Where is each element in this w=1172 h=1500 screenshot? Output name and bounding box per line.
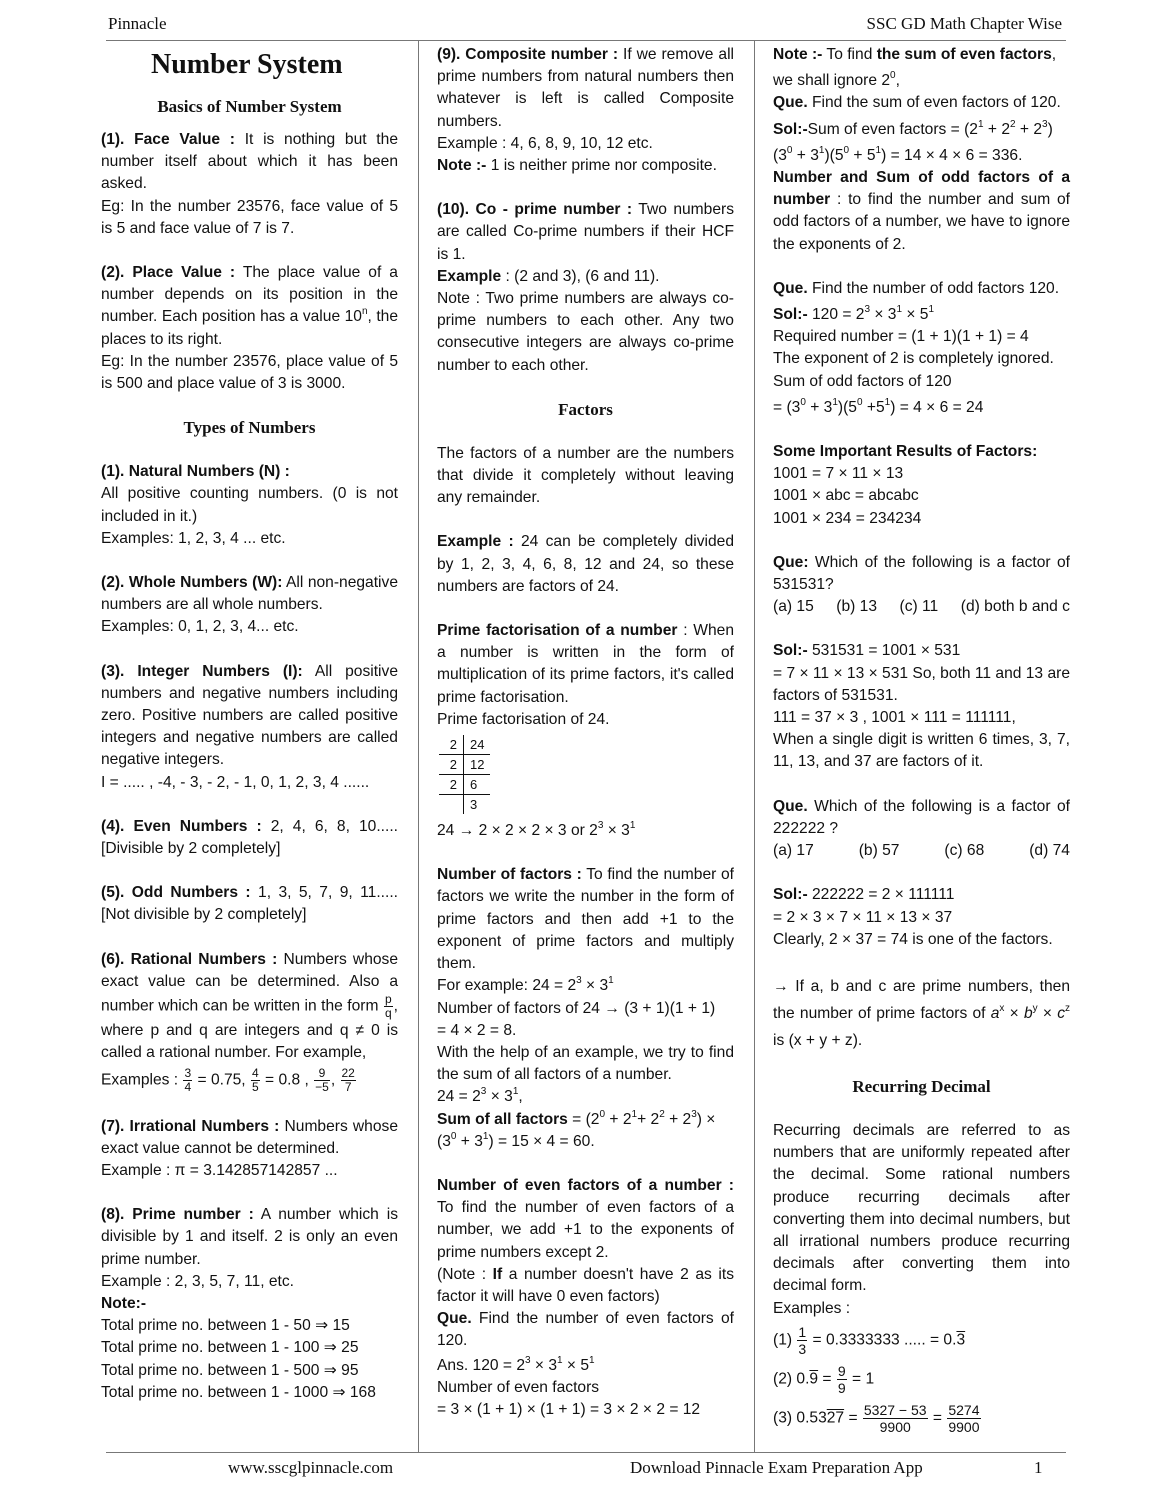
header-right: SSC GD Math Chapter Wise (866, 14, 1062, 33)
natural-heading: (1). Natural Numbers (N) : (101, 463, 290, 481)
prime-total-500: Total prime no. between 1 - 500 ⇒ 95 (101, 1361, 359, 1379)
face-value: (1). Face Value : It is nothing but the number itself about which it has been asked. (101, 131, 398, 193)
question-4-options: (a) 17 (b) 57 (c) 68 (d) 74 (773, 842, 1070, 860)
solution-4: Sol:- 222222 = 2 × 111111 (773, 886, 955, 904)
solution-3: Sol:- 531531 = 1001 × 531 (773, 642, 961, 660)
even-factors-line2: = 3 × (1 + 1) × (1 + 1) = 3 × 2 × 2 = 12 (437, 1400, 701, 1418)
important-result-2: 1001 × abc = abcabc (773, 487, 919, 505)
even-sum-note-2: we shall ignore $2^0$, (773, 70, 900, 90)
recurring-examples-label: Examples : (773, 1299, 851, 1317)
whole-example: Examples: 0, 1, 2, 3, 4... etc. (101, 618, 299, 636)
factorisation-table: 2 24 2 12 2 6 3 (439, 735, 490, 814)
even-factors-note: (Note : If a number doesn't have 2 as its factor it will have 0 even factors) (437, 1265, 734, 1305)
factors-definition: The factors of a number are the numbers that divide it completely without leaving any remainder. (437, 444, 734, 507)
header-left: Pinnacle (108, 14, 167, 33)
prime-note: Note:- (101, 1294, 147, 1312)
whole-numbers: (2). Whole Numbers (W): All non-negative numbers are all whole numbers. (101, 574, 398, 614)
prime-factors-rule: → If a, b and c are prime numbers, then the number of prime factors of $a^x \times b^y \times c^z$ is (x + y + z). (773, 977, 1070, 1049)
sum-24: $24 = 2^3 \times 3^1$, (437, 1086, 523, 1106)
composite-example: Example : 4, 6, 8, 9, 10, 12 etc. (437, 134, 653, 152)
solution-4-line3: Clearly, 2 × 37 = 74 is one of the factors. (773, 930, 1053, 948)
odd-numbers: (5). Odd Numbers : 1, 3, 5, 7, 9, 11..... [Not divisible by 2 completely] (101, 884, 398, 924)
integer-example: I = ..... , -4, - 3, - 2, - 1, 0, 1, 2, 3, 4 ...... (101, 773, 370, 791)
solution-1: Sol:-Sum of even factors = $(2^1 + 2^2 + 2^3)$ (773, 118, 1053, 138)
number-of-factors: Number of factors : To find the number of factors we write the number in the form of prime factors and then add +1 to the exponent of prime factors and multiply them. (437, 866, 734, 973)
solution-1-line2: $(3^0 + 3^1)(5^0 + 5^1) = 14 \times 4 \times 6 = 336$. (773, 144, 1023, 164)
even-sum-note: Note :- To find the sum of even factors, (773, 46, 1057, 63)
important-results-heading: Some Important Results of Factors: (773, 443, 1038, 461)
top-rule (106, 40, 1066, 41)
column-1 (101, 44, 398, 1404)
even-factors-line1: Number of even factors (437, 1378, 600, 1396)
rational-examples: Examples : $\frac{3}{4}$ = 0.75, $\frac{4}{5}$ = 0.8 , $\frac{9}{-5}$ , $\frac{22}{7}$ (101, 1065, 355, 1094)
solution-2-line2: Required number = (1 + 1)(1 + 1) = 4 (773, 328, 1029, 346)
odd-factors: Number and Sum of odd factors of a number : to find the number and sum of odd factors of a number, we have to ignore the exponents of 2. (773, 169, 1070, 253)
solution-4-line2: = 2 × 3 × 7 × 11 × 13 × 37 (773, 908, 953, 926)
number-of-factors-calc-1: Number of factors of 24 → (3 + 1)(1 + 1) (437, 999, 716, 1017)
recurring-example-2: (2) 0.9 = $\frac{9}{9}$ = 1 (773, 1362, 875, 1396)
natural-text: All positive counting numbers. (0 is not included in it.) (101, 485, 398, 525)
composite-number: (9). Composite number : If we remove all prime numbers from natural numbers then whatever is left is called Composite numbers. (437, 46, 734, 130)
coprime-note: Note : Two prime numbers are always co-prime numbers to each other. Any two consecutive integers are always co-prime number to each other. (437, 290, 734, 374)
prime-total-1000: Total prime no. between 1 - 1000 ⇒ 168 (101, 1383, 376, 1401)
place-value-example: Eg: In the number 23576, place value of 5 is 500 and place value of 3 is 3000. (101, 352, 398, 393)
bottom-rule (106, 1452, 1066, 1453)
solution-3-line2: = 7 × 11 × 13 × 531 So, both 11 and 13 are factors of 531531. (773, 664, 1070, 704)
column-2 (437, 44, 734, 1421)
solution-3-line4: When a single digit is written 6 times, 3, 7, 11, 13, and 37 are factors of it. (773, 731, 1070, 771)
even-factors-question: Que. Find the number of even factors of 120. (437, 1310, 734, 1350)
question-3-options: (a) 15 (b) 13 (c) 11 (d) both b and c (773, 598, 1070, 616)
prime-total-100: Total prime no. between 1 - 100 ⇒ 25 (101, 1339, 359, 1357)
number-of-factors-example: For example: $24 = 2^3 \times 3^1$ (437, 975, 614, 995)
factors-example: Example : 24 can be completely divided by 1, 2, 3, 4, 6, 8, 12 and 24, so these numbers are factors of 24. (437, 533, 734, 595)
solution-2-line3: The exponent of 2 is completely ignored. (773, 350, 1054, 368)
important-result-3: 1001 × 234 = 234234 (773, 509, 922, 527)
question-3: Que: Which of the following is a factor of 531531? (773, 553, 1070, 594)
prime-number: (8). Prime number : A number which is divisible by 1 and itself. 2 is only an even prime number. (101, 1206, 398, 1268)
irrational-example: Example : π = 3.142857142857 ... (101, 1161, 338, 1179)
rational-numbers: (6). Rational Numbers : Numbers whose exact value can be determined. Also a number which can be written in the form $\frac{p}{q}$ , where p and q are integers and q ≠ 0 is called a rational number. For example, (101, 950, 399, 1062)
composite-note: Note :- 1 is neither prime nor composite. (437, 157, 717, 175)
number-of-factors-calc-2: = 4 × 2 = 8. (437, 1021, 517, 1039)
section-recurring-decimal: Recurring Decimal (852, 1076, 991, 1096)
page-title: Number System (151, 49, 343, 80)
solution-2: Sol:- $120 = 2^3 \times 3^1 \times 5^1$ (773, 304, 935, 324)
recurring-definition: Recurring decimals are referred to as numbers that are uniformly repeated after the decimal. Some rational numbers produce recurring decimals after converting them into decimal numbers, but all irrational numbers produce recurring decimals after converting them into decimal form. (773, 1121, 1070, 1295)
solution-2-line4: Sum of odd factors of 120 (773, 372, 952, 390)
coprime-number: (10). Co - prime number : Two numbers are called Co-prime numbers if their HCF is 1. (437, 201, 735, 263)
prime-factorisation: Prime factorisation of a number : When a number is written in the form of multiplication of its prime factors, it's called prime factorisation. (437, 622, 734, 706)
even-factors-answer: Ans. $120 = 2^3 \times 3^1 \times 5^1$ (437, 1354, 595, 1374)
recurring-example-1: (1) $\frac{1}{3}$ = 0.3333333 ..... = 0.3 (773, 1323, 966, 1357)
even-numbers: (4). Even Numbers : 2, 4, 6, 8, 10..... [Divisible by 2 completely] (101, 817, 398, 858)
important-result-1: 1001 = 7 × 11 × 13 (773, 465, 904, 483)
footer-app: Download Pinnacle Exam Preparation App (630, 1458, 923, 1477)
question-1: Que. Find the sum of even factors of 120. (773, 94, 1061, 112)
face-value-example: Eg: In the number 23576, face value of 5 is 5 and face value of 7 is 7. (101, 197, 398, 237)
irrational-numbers: (7). Irrational Numbers : Numbers whose exact value cannot be determined. (101, 1117, 398, 1157)
footer-website[interactable]: www.sscglpinnacle.com (228, 1458, 394, 1477)
section-factors: Factors (558, 399, 613, 419)
page-number: 1 (1034, 1458, 1043, 1477)
natural-example: Examples: 1, 2, 3, 4 ... etc. (101, 529, 286, 547)
question-2: Que. Find the number of odd factors 120. (773, 279, 1060, 297)
sum-of-all-factors: Sum of all factors = $(2^0 + 2^1+ 2^2 + 2^3)$ × (437, 1108, 716, 1128)
coprime-example: Example : (2 and 3), (6 and 11). (437, 267, 660, 285)
factorisation-result: 24 → 2 × 2 × 2 × 3 or $2^3 \times 3^1$ (437, 820, 636, 840)
column-divider-1 (418, 40, 419, 1452)
question-4: Que. Which of the following is a factor of 222222 ? (773, 797, 1070, 837)
prime-factorisation-24: Prime factorisation of 24. (437, 710, 610, 728)
even-factors: Number of even factors of a number : To find the number of even factors of a number, we add +1 to the exponents of prime numbers except 2. (437, 1176, 734, 1261)
column-divider-2 (754, 40, 755, 1452)
fraction-p-q: $\frac{p}{q}$ (384, 992, 392, 1021)
section-types: Types of Numbers (183, 418, 316, 438)
section-basics: Basics of Number System (157, 97, 342, 116)
place-value: (2). Place Value : The place value of a number depends on its position in the number. Each position has a value 10$^n$, the places to its right. (101, 264, 399, 348)
sum-help: With the help of an example, we try to find the sum of all factors of a number. (437, 1043, 734, 1084)
integer-numbers: (3). Integer Numbers (I): All positive numbers and negative numbers including zero. Positive numbers are called positive integers and negative numbers are called negative integers. (101, 662, 398, 769)
solution-2-line5: = $(3^0 + 3^1)(5^0 +5^1) = 4 \times 6 = 24$ (773, 396, 984, 416)
prime-total-50: Total prime no. between 1 - 50 ⇒ 15 (101, 1317, 350, 1335)
prime-example: Example : 2, 3, 5, 7, 11, etc. (101, 1272, 295, 1290)
solution-3-line3: 111 = 37 × 3 , 1001 × 111 = 111111, (773, 709, 1016, 727)
sum-of-all-factors-result: $(3^0 + 3^1) = 15 \times 4 = 60$. (437, 1130, 595, 1150)
column-3 (773, 44, 1070, 1435)
recurring-example-3: (3) 0.5327 = $\frac{5327 - 53}{9900}$ = $\frac{5274}{9900}$ (773, 1401, 980, 1435)
